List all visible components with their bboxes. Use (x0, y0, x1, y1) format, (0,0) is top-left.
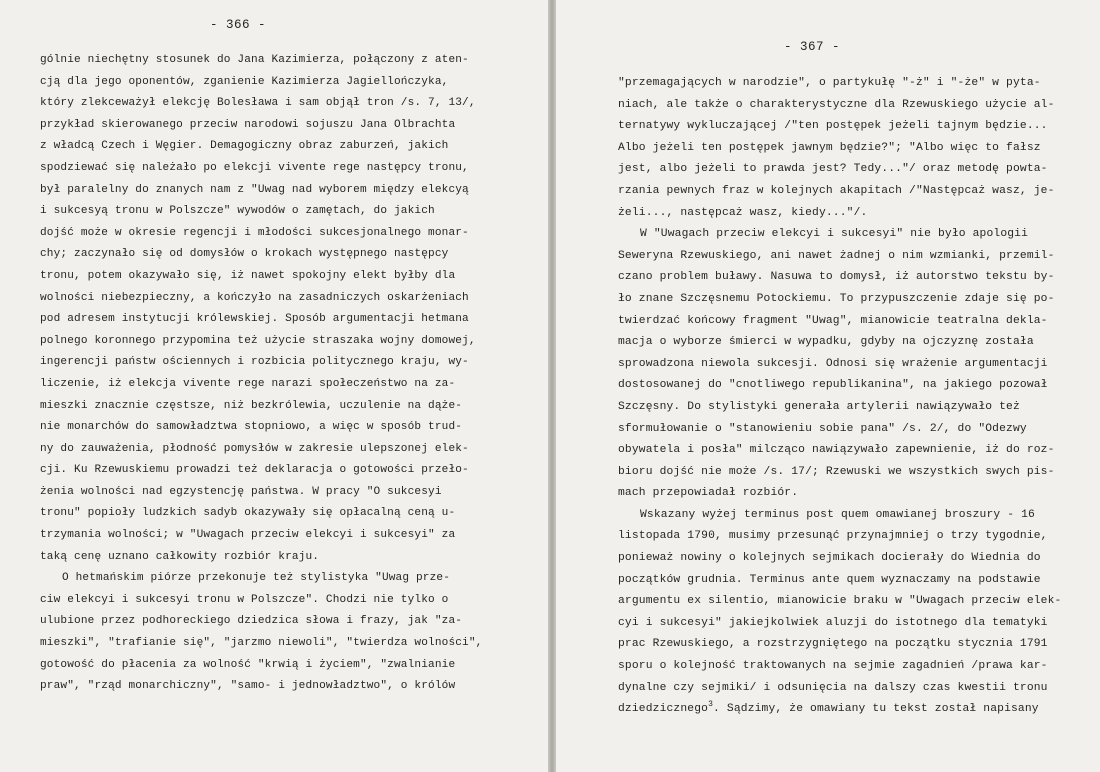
line-text: sporu o kolejność traktowanych na sejmie zagadnień /prawa kar- (618, 660, 1048, 673)
line-text: ponieważ nowiny o kolejnych sejmikach docierały do Wiednia do (618, 552, 1041, 565)
text-line (618, 505, 1076, 527)
line-text: sprowadzona niewola sukcesji. Odnosi się wrażenie argumentacji (618, 357, 1048, 370)
line-text: chy; zaczynało się od domysłów o krokach występnego następcy (40, 248, 449, 261)
text-line (618, 397, 1076, 419)
text-line (618, 483, 1076, 505)
text-line (40, 223, 488, 245)
text-line (618, 419, 1076, 441)
text-line (40, 633, 488, 655)
line-text: bioru dojść nie może /s. 17/; Rzewuski we wszystkich swych pis- (618, 465, 1055, 478)
text-line (40, 180, 488, 202)
text-line (618, 591, 1076, 613)
line-text: mieszki znacznie częstsze, niż bezkrólewia, uczulenie na dąże- (40, 399, 463, 412)
text-line (618, 375, 1076, 397)
text-line (618, 181, 1076, 203)
text-line (40, 676, 488, 698)
text-line (40, 136, 488, 158)
line-text: z władcą Czech i Węgier. Demagogiczny obraz zaburzeń, jakich (40, 140, 449, 153)
line-text: przykład skierowanego przeciw narodowi sojuszu Jana Olbrachta (40, 118, 456, 131)
text-line (618, 289, 1076, 311)
line-text: mach przepowiadał rozbiór. (618, 487, 799, 500)
line-text: dostosowanej do "cnotliwego republikanina", na jakiego pozował (618, 379, 1048, 392)
line-text: argumentu ex silentio, mianowicie braku w "Uwagach przeciw elek- (618, 595, 1062, 608)
text-line (40, 115, 488, 137)
text-line (40, 93, 488, 115)
text-line (618, 159, 1076, 181)
left-page-number: - 366 - (210, 18, 267, 32)
text-line (40, 266, 488, 288)
text-line (40, 568, 488, 590)
line-text: prac Rzewuskiego, a rozstrzygniętego na początku stycznia 1791 (618, 638, 1048, 651)
right-page-text (618, 73, 1076, 721)
line-text: Szczęsny. Do stylistyki generała artylerii nawiązywało też (618, 400, 1020, 413)
line-text: dynalne czy sejmiki/ i odsunięcia na dalszy czas kwestii tronu (618, 681, 1048, 694)
line-text: rzania pewnych fraz w kolejnych akapitach /"Następcaż wasz, je- (618, 184, 1055, 197)
text-line (618, 267, 1076, 289)
line-text: dziedzicznego (618, 703, 709, 716)
text-line (618, 548, 1076, 570)
text-line (618, 634, 1076, 656)
text-line (40, 396, 488, 418)
line-text: ingerencji państw ościennych i rozbicia politycznego kraju, wy- (40, 356, 469, 369)
text-line (40, 352, 488, 374)
text-line (618, 311, 1076, 333)
text-line (40, 417, 488, 439)
text-line (618, 656, 1076, 678)
line-text: twierdzać końcowy fragment "Uwag", mianowicie teatralna dekla- (618, 314, 1048, 327)
line-text: wolności niebezpieczny, a kończyło na zasadniczych oskarżeniach (40, 291, 469, 304)
line-text: W "Uwagach przeciw elekcyi i sukcesyi" nie było apologii (640, 228, 1029, 241)
text-line (40, 244, 488, 266)
text-line (618, 570, 1076, 592)
text-line (618, 462, 1076, 484)
text-line (40, 158, 488, 180)
line-text-tail: . Sądzimy, że omawiany tu tekst został napisany (713, 703, 1039, 716)
text-line (40, 439, 488, 461)
line-text: żenia wolności nad egzystencję państwa. W pracy "O sukcesyi (40, 485, 442, 498)
line-text: ternatywy wykluczającej /"ten postępek jeżeli tajnym będzie... (618, 120, 1048, 133)
right-page (556, 0, 1100, 772)
text-line (618, 526, 1076, 548)
line-text: gólnie niechętny stosunek do Jana Kazimierza, połączony z aten- (40, 54, 469, 66)
line-text: który zlekceważył elekcję Bolesława i sam objął tron /s. 7, 13/, (40, 97, 476, 110)
line-text: listopada 1790, musimy przesunąć przynajmniej o trzy tygodnie, (618, 530, 1048, 543)
text-line (40, 547, 488, 569)
line-text: czano problem buławy. Nasuwa to domysł, iż autorstwo tekstu by- (618, 271, 1055, 284)
text-line (618, 332, 1076, 354)
text-line (618, 95, 1076, 117)
text-line (618, 613, 1076, 635)
line-text: cją dla jego oponentów, zganienie Kazimierza Jagiellończyka, (40, 75, 449, 88)
text-line (618, 354, 1076, 376)
line-text: praw", "rząd monarchiczny", "samo- i jednowładztwo", o królów (40, 680, 456, 693)
text-line (618, 440, 1076, 462)
text-line (40, 503, 488, 525)
line-text: był paralelny do znanych nam z "Uwag nad wyborem między elekcyą (40, 183, 469, 196)
line-text: pod adresem instytucji królewskiej. Sposób argumentacji hetmana (40, 313, 469, 326)
line-text: ło znane Szczęsnemu Potockiemu. To przypuszczenie zdaje się po- (618, 292, 1055, 305)
line-text: O hetmańskim piórze przekonuje też stylistyka "Uwag prze- (62, 572, 451, 585)
line-text: liczenie, iż elekcja vivente rege narazi społeczeństwo na za- (40, 377, 456, 390)
left-page-text (40, 50, 488, 698)
text-line (40, 374, 488, 396)
line-text: cji. Ku Rzewuskiemu prowadzi też deklaracja o gotowości przeło- (40, 464, 469, 477)
text-line (618, 699, 1076, 721)
line-text: "przemagających w narodzie", o partykułę "-ż" i "-że" w pyta- (618, 77, 1041, 89)
left-page (0, 0, 548, 772)
line-text: nie monarchów do samowładztwa stopniowo, a więc w sposób trud- (40, 421, 463, 434)
line-text: macja o wyborze śmierci w wypadku, gdyby na ojczyznę została (618, 336, 1034, 349)
line-text: obywatela i posła" milcząco nawiązywało zapewnienie, iż do roz- (618, 444, 1055, 457)
line-text: jest, albo jeżeli to prawda jest? Tedy..."/ oraz metodę powta- (618, 163, 1048, 176)
line-text: Albo jeżeli ten postępek jawnym będzie?"; "Albo więc to fałsz (618, 141, 1041, 154)
line-text: ciw elekcyi i sukcesyi tronu w Polszcze". Chodzi nie tylko o (40, 593, 449, 606)
line-text: spodziewać się należało po elekcji vivente rege następcy tronu, (40, 161, 469, 174)
line-text: tronu" popioły ludzkich sadyb okazywały się opłacalną ceną u- (40, 507, 456, 520)
text-line (618, 116, 1076, 138)
line-text: ulubione przez podhoreckiego dziedzica słowa i frazy, jak "za- (40, 615, 463, 628)
text-line (618, 246, 1076, 268)
line-text: Wskazany wyżej terminus post quem omawianej broszury - 16 (640, 508, 1035, 521)
line-text: i sukcesyą tronu w Polszcze" wywodów o zamętach, do jakich (40, 205, 435, 218)
footnote-marker: 3 (708, 700, 714, 710)
book-gutter (548, 0, 556, 772)
line-text: początków grudnia. Terminus ante quem wyznaczamy na podstawie (618, 573, 1041, 586)
text-line (40, 655, 488, 677)
text-line (40, 331, 488, 353)
line-text: tronu, potem okazywało się, iż nawet spokojny elekt byłby dla (40, 269, 456, 282)
line-text: polnego koronnego przypomina też użycie straszaka wojny domowej, (40, 334, 476, 347)
text-line (40, 50, 488, 72)
right-page-number: - 367 - (784, 40, 841, 54)
line-text: dojść może w okresie regencji i młodości sukcesjonalnego monar- (40, 226, 469, 239)
line-text: gotowość do płacenia za wolność "krwią i życiem", "zwalnianie (40, 658, 456, 671)
text-line (40, 460, 488, 482)
text-line (40, 482, 488, 504)
text-line (40, 309, 488, 331)
text-line (40, 611, 488, 633)
text-line (618, 138, 1076, 160)
text-line (618, 678, 1076, 700)
text-line (618, 203, 1076, 225)
line-text: trzymania wolności; w "Uwagach przeciw elekcyi i sukcesyi" za (40, 529, 456, 542)
line-text: mieszki", "trafianie się", "jarzmo niewoli", "twierdza wolności", (40, 637, 483, 650)
line-text: taką cenę uznano całkowity rozbiór kraju. (40, 550, 320, 563)
line-text: ny do zauważenia, płodność pomysłów w zakresie ulepszonej elek- (40, 442, 469, 455)
text-line (618, 73, 1076, 95)
text-line (40, 590, 488, 612)
text-line (40, 525, 488, 547)
text-line (40, 72, 488, 94)
line-text: niach, ale także o charakterystyczne dla Rzewuskiego użycie al- (618, 98, 1055, 111)
line-text: sformułowanie o "stanowieniu sobie pana" /s. 2/, do "Odezwy (618, 422, 1027, 435)
line-text: Seweryna Rzewuskiego, ani nawet żadnej o nim wzmianki, przemil- (618, 249, 1055, 262)
line-text: cyi i sukcesyi" jakiejkolwiek aluzji do istotnego dla tematyki (618, 616, 1048, 629)
text-line (618, 224, 1076, 246)
text-line (40, 288, 488, 310)
line-text: żeli..., następcaż wasz, kiedy..."/. (618, 206, 868, 219)
text-line (40, 201, 488, 223)
